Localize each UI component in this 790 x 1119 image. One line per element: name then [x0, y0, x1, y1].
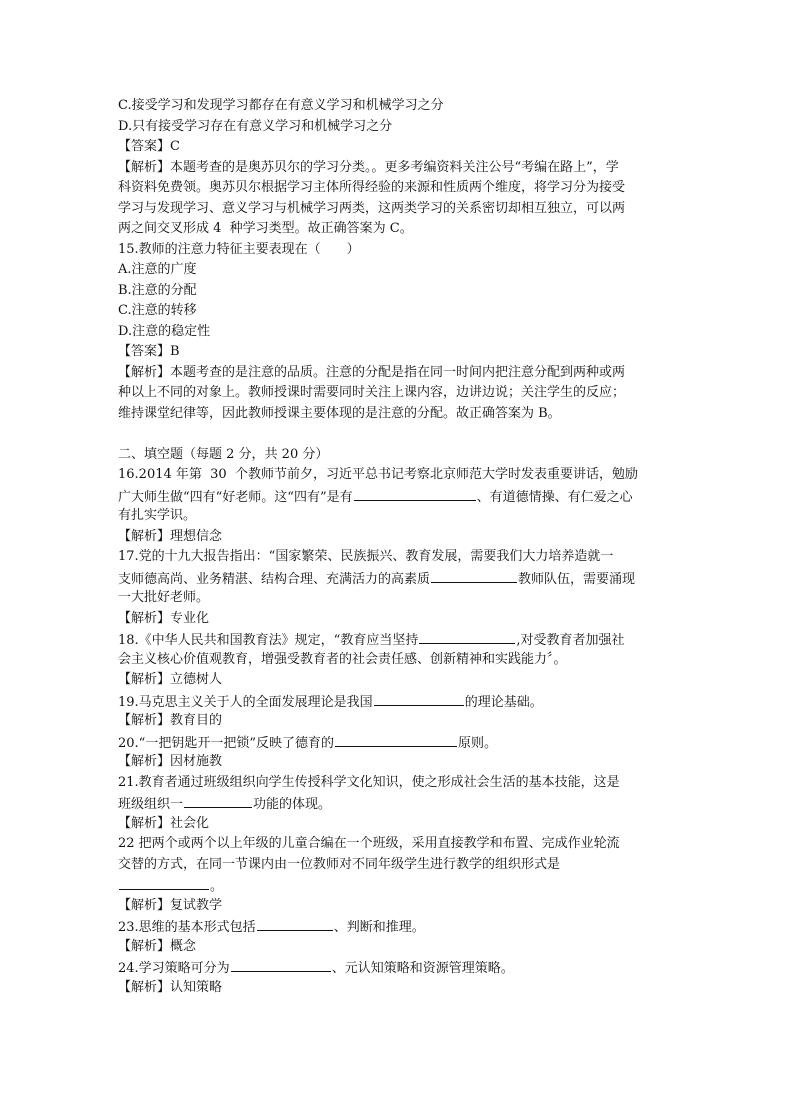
q19-line-1 [118, 691, 676, 712]
q15-answer: 【答案】B [118, 344, 180, 359]
q20-blank [335, 732, 457, 747]
q23-blank [257, 916, 333, 931]
q21-analysis: 【解析】社会化 [118, 815, 210, 831]
q18-text-before: 18.《中华人民共和国教育法》规定，“教育应当坚持 [118, 633, 419, 648]
q14-analysis-line-2: 科资料免费领。奥苏贝尔根据学习主体所得经验的来源和性质两个维度，将学习分为接受 [118, 180, 626, 195]
q14-answer: 【答案】C [118, 139, 180, 154]
q17-blank [431, 568, 517, 583]
q23-analysis: 【解析】概念 [118, 938, 197, 954]
q15-option-c: C.注意的转移 [118, 303, 197, 318]
q15-option-b: B.注意的分配 [118, 282, 197, 298]
q16-line-3: 有扎实学识。 [118, 508, 197, 523]
q14-analysis-line-4: 两之间交叉形成 4 种学习类型。故正确答案为 C。 [118, 221, 413, 236]
q22-line-2: 交替的方式，在同一节课内由一位教师对不同年级学生进行教学的组织形式是 [118, 856, 561, 872]
q16-line-1: 16.2014 年第 30 个教师节前夕，习近平总书记考察北京师范大学时发表重要讲话，勉励 [118, 467, 638, 482]
q20-analysis: 【解析】因材施教 [118, 754, 223, 769]
q21-text-after: 功能的体现。 [253, 797, 332, 812]
q15-analysis-line-2: 种以上不同的对象上。教师授课时需要同时关注上课内容，边讲边说；关注学生的反应； [118, 385, 626, 400]
q16-text-after: 、有道德情操、有仁爱之心 [476, 489, 633, 505]
q14-option-c: C.接受学习和发现学习都存在有意义学习和机械学习之分 [118, 98, 444, 113]
q17-line-2 [118, 568, 676, 589]
q22-line-1: 22 把两个或两个以上年级的儿童合编在一个班级，采用直接教学和布置、完成作业轮流 [118, 836, 620, 851]
q19-blank [374, 691, 464, 706]
q21-line-2 [118, 793, 676, 814]
section-gap [118, 424, 676, 445]
q19-text-before: 19.马克思主义关于人的全面发展理论是我国 [118, 694, 373, 710]
q21-text-before: 班级组织一 [118, 797, 184, 812]
q20-text-after: 原则。 [457, 735, 497, 751]
q18-blank [419, 629, 515, 644]
q14-analysis-line-3: 学习与发现学习、意义学习与机械学习两类，这两类学习的关系密切却相互独立，可以两 [118, 200, 626, 216]
q14-option-d: D.只有接受学习存在有意义学习和机械学习之分 [118, 118, 393, 134]
q17-text-after: 教师队伍，需要涌现 [518, 571, 636, 587]
q18-analysis: 【解析】立德树人 [118, 672, 223, 687]
q24-analysis: 【解析】认知策略 [118, 979, 223, 995]
q19-analysis: 【解析】教育目的 [118, 713, 223, 728]
q22-text-after: 。 [210, 879, 224, 894]
q23-text-after: 、判断和推理。 [333, 920, 425, 935]
document-page [118, 96, 676, 998]
q17-analysis: 【解析】专业化 [118, 610, 210, 626]
q17-line-3: 一大批好老师。 [118, 590, 210, 605]
q24-text-after: 、元认知策略和资源管理策略。 [331, 961, 514, 976]
q18-text-after: ,对受教育者加强社 [516, 633, 625, 648]
q16-analysis: 【解析】理想信念 [118, 528, 223, 544]
q17-text-before: 支师德高尚、业务精湛、结构合理、充满活力的高素质 [118, 571, 431, 587]
q20-line-1 [118, 732, 676, 753]
q22-analysis: 【解析】复试教学 [118, 897, 223, 913]
q24-text-before: 24.学习策略可分为 [118, 961, 230, 976]
q22-blank [119, 875, 209, 890]
q15-analysis-line-1: 【解析】本题考查的是注意的品质。注意的分配是指在同一时间内把注意分配到两种或两 [118, 364, 626, 380]
q22-line-3 [118, 875, 676, 896]
q15-question: 15.教师的注意力特征主要表现在（ ） [118, 241, 360, 257]
q23-line-1 [118, 916, 676, 937]
section-heading: 二、填空题（每题 2 分，共 20 分） [118, 446, 329, 462]
q20-text-before: 20.“一把钥匙开一把锁”反映了德育的 [118, 735, 334, 751]
q18-line-2: 会主义核心价值观教育，增强受教育者的社会责任感、创新精神和实践能力〞。 [118, 651, 567, 667]
q16-blank [354, 486, 476, 501]
q21-blank [184, 793, 252, 808]
q16-text-before: 广大师生做“四有“好老师。这“四有”是有 [118, 489, 353, 505]
q15-analysis-line-3: 维持课堂纪律等，因此教师授课主要体现的是注意的分配。故正确答案为 B。 [118, 405, 561, 421]
q15-option-a: A.注意的广度 [118, 262, 197, 277]
q24-line-1 [118, 957, 676, 978]
q18-line-1 [118, 629, 676, 650]
q23-text-before: 23.思维的基本形式包括 [118, 920, 256, 935]
q14-analysis-line-1: 【解析】本题考查的是奥苏贝尔的学习分类。。更多考编资料关注公号“考编在路上”，学 [118, 159, 619, 175]
q21-line-1: 21.教育者通过班级组织向学生传授科学文化知识，使之形成社会生活的基本技能，这是 [118, 774, 620, 790]
q16-line-2 [118, 486, 676, 507]
q15-option-d: D.注意的稳定性 [118, 323, 211, 339]
q17-line-1: 17.党的十九大报告指出：“国家繁荣、民族振兴、教育发展，需要我们大力培养造就一 [118, 549, 614, 564]
q19-text-after: 的理论基础。 [464, 694, 543, 710]
q24-blank [231, 957, 331, 972]
